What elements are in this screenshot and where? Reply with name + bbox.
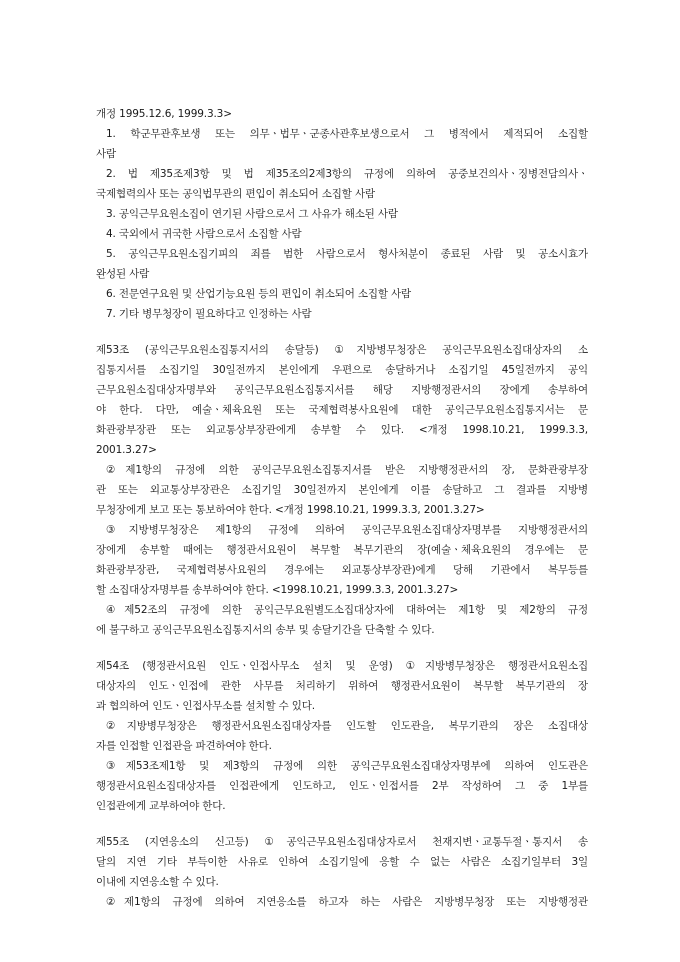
text-line: 2001.3.27> [96,444,157,456]
text-line: 제55조 (지연응소의 신고등) ①공익근무요원소집대상자로서 천재지변ㆍ교통두절ㆍ통지서 송 [96,836,588,848]
text-line: ③지방병무청장은 제1항의 규정에 의하여 공익근무요원소집대상자명부를 지방행정관서의 [106,524,588,536]
text-line: ④제52조의 규정에 의한 공익근무요원별도소집대상자에 대하여는 제1항 및 제2항의 규정 [106,604,588,616]
text-line: 근무요원소집대상자명부와 공익근무요원소집통지서를 해당 지방행정관서의 장에게 송부하여 [96,384,588,396]
text-block [96,656,588,816]
text-line: 할 소집대상자명부를 송부하여야 한다. <1998.10.21, 1999.3.3, 2001.3.27> [96,584,459,596]
text-line: 무청장에게 보고 또는 통보하여야 한다. <개정 1998.10.21, 1999.3.3, 2001.3.27> [96,504,485,516]
text-line: 사람 [96,148,116,160]
text-line: 5. 공익근무요원소집기피의 죄를 범한 사람으로서 형사처분이 종료된 사람 및 공소시효가 [106,248,588,260]
text-line: ②지방병무청장은 행정관서요원소집대상자를 인도할 인도관을, 복무기관의 장은 소집대상 [106,720,588,732]
text-line: 달의 지연 기타 부득이한 사유로 인하여 소집기일에 응할 수 없는 사람은 소집기일부터 3일 [96,856,588,868]
text-line: 과 협의하여 인도ㆍ인접사무소를 설치할 수 있다. [96,700,315,712]
text-line: 1. 학군무관후보생 또는 의무ㆍ법무ㆍ군종사관후보생으로서 그 병적에서 제적되어 소집할 [106,128,588,140]
text-line: 인접관에게 교부하여야 한다. [96,800,226,812]
text-line: 야 한다. 다만, 예술ㆍ체육요원 또는 국제협력봉사요원에 대한 공익근무요원소집통지서는 문 [96,404,588,416]
text-block [96,832,588,912]
document-page [96,104,588,912]
text-line: 4. 국외에서 귀국한 사람으로서 소집할 사람 [106,228,302,240]
paragraph-gap [96,816,588,832]
text-line: 제54조 (행정관서요원 인도ㆍ인접사무소 설치 및 운영) ①지방병무청장은 행정관서요원소집 [96,660,588,672]
text-line: ②제1항의 규정에 의하여 지연응소를 하고자 하는 사람은 지방병무청장 또는 지방행정관 [106,896,588,908]
text-line: 관 또는 외교통상부장관은 소집기일 30일전까지 본인에게 이를 송달하고 그 결과를 지방병 [96,484,588,496]
text-line: ②제1항의 규정에 의한 공익근무요원소집통지서를 받은 지방행정관서의 장, 문화관광부장 [106,464,588,476]
text-line: 이내에 지연응소할 수 있다. [96,876,219,888]
text-line: 화관광부장관, 국제협력봉사요원의 경우에는 외교통상부장관)에게 당해 기관에서 복무등를 [96,564,588,576]
text-line: 집통지서를 소집기일 30일전까지 본인에게 우편으로 송달하거나 소집기일 45일전까지 공익 [96,364,588,376]
text-block [96,340,588,640]
text-line: 장에게 송부할 때에는 행정관서요원이 복무할 복무기관의 장(예술ㆍ체육요원의 경우에는 문 [96,544,588,556]
text-line: 3. 공익근무요원소집이 연기된 사람으로서 그 사유가 해소된 사람 [106,208,398,220]
text-line: 개정 1995.12.6, 1999.3.3> [96,108,232,120]
text-line: 6. 전문연구요원 및 산업기능요원 등의 편입이 취소되어 소집할 사람 [106,288,412,300]
text-line: 대상자의 인도ㆍ인접에 관한 사무를 처리하기 위하여 행정관서요원이 복무할 복무기관의 장 [96,680,588,692]
paragraph-gap [96,640,588,656]
text-line: 에 불구하고 공익근무요원소집통지서의 송부 및 송달기간을 단축할 수 있다. [96,624,435,636]
text-line: 7. 기타 병무청장이 필요하다고 인정하는 사람 [106,308,312,320]
text-line: 행정관서요원소집대상자를 인접관에게 인도하고, 인도ㆍ인접서를 2부 작성하여 그 중 1부를 [96,780,588,792]
text-line: 제53조 (공익근무요원소집통지서의 송달등) ①지방병무청장은 공익근무요원소집대상자의 소 [96,344,588,356]
text-line: 완성된 사람 [96,268,150,280]
text-block [96,104,588,324]
text-line: 2. 법 제35조제3항 및 법 제35조의2제3항의 규정에 의하여 공중보건의사ㆍ징병전담의사ㆍ [106,168,588,180]
text-line: 국제협력의사 또는 공익법무관의 편입이 취소되어 소집할 사람 [96,188,375,200]
text-line: 화관광부장관 또는 외교통상부장관에게 송부할 수 있다. <개정 1998.10.21, 1999.3.3, [96,424,588,436]
text-line: 자를 인접할 인접관을 파견하여야 한다. [96,740,272,752]
paragraph-gap [96,324,588,340]
text-line: ③제53조제1항 및 제3항의 규정에 의한 공익근무요원소집대상자명부에 의하여 인도관은 [106,760,588,772]
